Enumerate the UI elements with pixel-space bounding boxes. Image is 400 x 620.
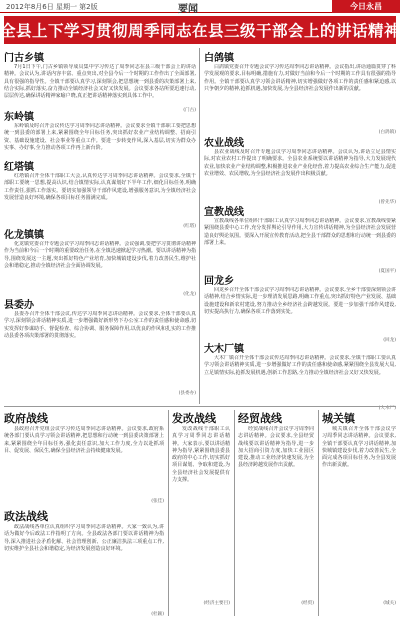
column-divider <box>199 48 200 404</box>
article-byline: (城关) <box>383 601 396 606</box>
masthead <box>0 0 400 13</box>
issue-date: 2012年8月6日 星期一 第2版 <box>6 3 98 11</box>
column-divider <box>318 410 319 616</box>
article-menggu <box>4 49 196 114</box>
banner-headline <box>0 16 400 44</box>
article-body: 回龙乡召开全体干部会议学习周季同志讲话精神。会议要求,全乡干部要深刻领会讲话精神,结合乡情实际,进一步理清发展思路,明确工作重点,突出抓好特色产业发展、基础设施建设和新农村建设,努力推动全乡经济社会跨越发展。要进一步加强干部作风建设,切实提高执行力,确保各项工作落到实处。 <box>204 287 396 315</box>
article-body: 东岭镇及时召开会议传达学习周季同志讲话精神。会议要求全镇干部职工要把思想统一到县委的部署上来,紧紧围绕全年目标任务,突出抓好农业产业结构调整、招商引资、基础设施建设、社会事业等重点工作。要进一步转变作风,深入基层,切实为群众办实事、办好事,全力推动各项工作再上新台阶。 <box>4 123 196 151</box>
article-body: 城关镇召开全体干部会议学习周季同志讲话精神。会议要求,全镇干部要认真学习讲话精神,加快城镇建设步伐,着力改善民生,全面完成各项目标任务,为全县发展作出新贡献。 <box>322 426 396 469</box>
article-body: 红塔镇召开全体干部职工大会,认真传达学习周季同志讲话精神。会议要求,全镇干部职工要统一思想,提高认识,结合镇情实际,认真谋划好下半年工作,细化目标任务,明确工作责任,狠抓工作落实。要切实加强领导干部作风建设,增强服务意识,为全镇经济社会发展营造良好环境,确保各项目标任务圆满完成。 <box>4 173 196 201</box>
article-chengjian <box>322 410 396 607</box>
article-huilong <box>204 272 396 344</box>
article-body: 县政府召开党组会议学习传达周季同志讲话精神。会议要求,政府系统各部门要认真学习领会讲话精神,把思想和行动统一到县委决策部署上来,紧紧围绕全年目标任务,强化责任意识,加大工作力度,全力以赴抓项目、促发展、保民生,确保全县经济社会持续健康发展。 <box>4 426 164 454</box>
article-byline: (曾先华) <box>378 200 396 205</box>
article-dongling <box>4 108 196 160</box>
article-byline: (化龙) <box>183 292 196 297</box>
article-headline: 回龙乡 <box>204 276 234 287</box>
article-byline: (白鸽镇) <box>378 130 396 135</box>
article-jingmao <box>238 410 314 607</box>
article-xianfu <box>4 296 196 397</box>
article-headline: 化龙镇镇 <box>4 230 44 241</box>
article-headline: 东岭镇 <box>4 112 34 123</box>
article-headline: 发改战线 <box>172 412 216 425</box>
article-byline: (县委办) <box>178 391 196 396</box>
section-title: 要闻 <box>178 4 198 15</box>
article-byline: (回龙) <box>383 338 396 343</box>
article-headline: 红塔镇 <box>4 162 34 173</box>
article-headline: 经贸战线 <box>238 412 282 425</box>
section-divider <box>4 406 396 407</box>
article-fagai <box>172 410 230 607</box>
article-headline: 大木厂镇 <box>204 344 244 355</box>
article-byline: (经济主要目) <box>203 601 230 606</box>
article-headline: 县委办 <box>4 300 34 311</box>
article-hongyan <box>4 158 196 230</box>
article-body: 经贸战线召开会议学习周季同志讲话精神。会议要求,全县经贸战线要以讲话精神为指导,进一步加大招商引资力度,加快工业园区建设,推动工业经济快速发展,为全县经济跨越发展作出贡献。 <box>238 426 314 469</box>
article-huacheng <box>4 226 196 298</box>
article-xuanjiao <box>204 203 396 275</box>
article-byline: (红塔) <box>183 224 196 229</box>
article-headline: 门古乡镇 <box>4 53 44 64</box>
article-body: 县农业战线及时召开专题会议学习周季同志讲话精神。会议认为,讲话立足县情实际,对农业农村工作提出了明确要求。全县农业系统要以讲话精神为指导,大力发展现代农业,加快农业产业结构调整,积极推进农业产业化经营,着力提高农业综合生产能力,促进农业增效、农民增收,为全县经济社会发展作出积极贡献。 <box>204 149 396 177</box>
article-body: 宣教战线各单位组织干部职工认真学习周季同志讲话精神。会议要求,宣教战线要紧紧围绕县委中心工作,充分发挥舆论引导作用,大力宣传讲话精神,为全县经济社会发展营造良好舆论氛围。要深入开展宣传教育活动,把全县干部群众的思想和行动统一到县委的部署上来。 <box>204 218 396 246</box>
article-byline: (大木厂) <box>378 406 396 411</box>
article-headline: 政法战线 <box>4 510 48 523</box>
article-body: 政法战线各单位认真组织学习周季同志讲话精神。大家一致认为,讲话为做好今后政法工作指明了方向。全县政法各部门要以讲话精神为指导,深入推进社会矛盾化解、社会管理创新、公正廉洁执法三项重点工作,切实维护全县社会和谐稳定,为经济发展创造良好环境。 <box>4 524 164 552</box>
article-headline: 白鸽镇 <box>204 53 234 64</box>
article-nongye <box>204 134 396 206</box>
article-headline: 政府战线 <box>4 412 48 425</box>
article-body: 7月1日下午,门古乡镇领导成员集中学习传达了周季同志在县三级干部会上的讲话精神。会议认为,讲话内容丰富、重点突出,对全县今后一个时期的工作作出了全面部署,具有很强的指导性。全镇干部要认真学习,深刻领会,把思想统一到县委的决策部署上来,结合实际,抓好落实,奋力推动全镇经济社会又好又快发展。会议要求各站所要迅速行动,层层传达,确保讲话精神家喻户晓,真正把讲话精神落实到具体工作中。 <box>4 64 196 100</box>
article-headline: 城关镇 <box>322 412 355 425</box>
article-byline: (杜颖) <box>151 612 164 617</box>
article-zhengfa <box>4 508 164 618</box>
banner-title: 全县上下学习贯彻周季同志在县三级干部会上的讲话精神 <box>0 22 400 40</box>
article-body: 县委办召开全体干部会议,传达学习周季同志讲话精神。会议要求,全体干部要认真学习,深刻领会讲话精神实质,进一步增强做好新形势下办公室工作的责任感和使命感,切实发挥好参谋助手、督促检查、综合协调、服务保障作用,以优良的作风和扎实的工作推动县委各项决策部署的贯彻落实。 <box>4 311 196 339</box>
article-headline: 农业战线 <box>204 138 244 149</box>
article-zhengfu <box>4 410 164 505</box>
column-divider <box>168 410 169 616</box>
article-dahe <box>204 340 396 412</box>
article-byline: (经贸) <box>301 601 314 606</box>
article-body: 白鸽镇党委召开专题会议学习传达周季同志讲话精神。会议指出,讲话通篇贯穿了科学发展观的要求,目标明确,措施有力,对做好当前和今后一个时期的工作具有很强的指导作用。全镇干部要认真学习领会讲话精神,切实增强做好各项工作的责任感和紧迫感,以只争朝夕的精神,抢抓机遇,加快发展,为全县经济社会发展作出新的贡献。 <box>204 64 396 92</box>
newspaper-logo: 今日永昌 <box>332 0 400 13</box>
article-byline: (门古) <box>183 108 196 113</box>
article-byline: (张佳) <box>151 499 164 504</box>
article-headline: 宣教战线 <box>204 207 244 218</box>
article-body: 发改战线干部职工认真学习周季同志讲话精神。大家表示,要以讲话精神为指导,紧紧围绕县委县政府的中心工作,切实抓好项目谋划、争取和建设,为全县经济社会发展提供有力支撑。 <box>172 426 230 484</box>
article-baiyang <box>204 49 396 136</box>
article-body: 大木厂镇召开全体干部会议传达周季同志讲话精神。会议要求,全镇干部职工要认真学习领会讲话精神实质,进一步增强做好工作的责任感和使命感,紧紧围绕全县发展大局,立足镇情实际,抢抓发展机遇,创新工作思路,全力推动全镇经济社会又好又快发展。 <box>204 355 396 376</box>
article-byline: (夏国平) <box>378 269 396 274</box>
column-divider <box>234 410 235 616</box>
article-body: 化龙镇党委召开专题会议学习周季同志讲话精神。会议强调,要把学习贯彻讲话精神作为当前和今后一个时期的重要政治任务,在全镇迅速掀起学习热潮。要以讲话精神为指导,围绕发展这一主题,突出抓好特色产业培育,加快城镇建设步伐,着力改善民生,维护社会和谐稳定,推动全镇经济社会全面协调发展。 <box>4 241 196 269</box>
